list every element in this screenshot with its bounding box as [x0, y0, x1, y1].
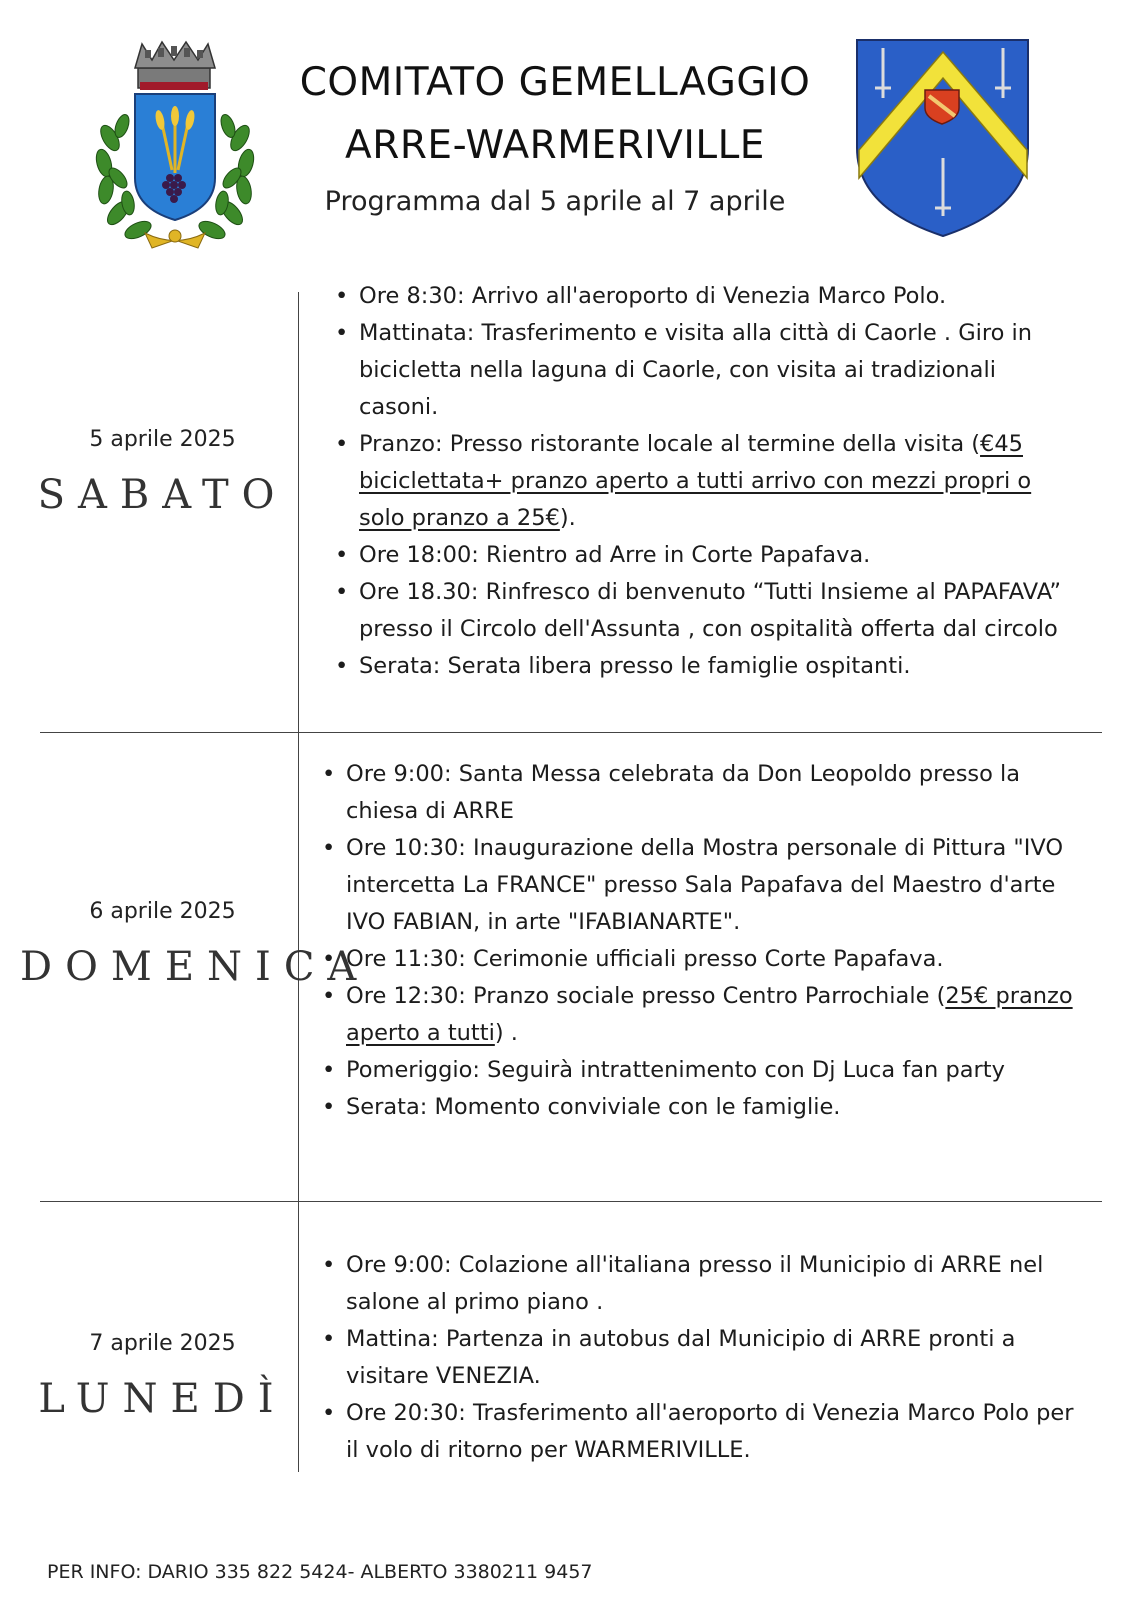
- contact-info: PER INFO: DARIO 335 822 5424- ALBERTO 3380211 9457: [47, 1561, 593, 1583]
- list-item: • Mattinata: Trasferimento e visita alla città di Caorle . Giro in bicicletta nella laguna di Caorle, con visita ai tradizionali casoni.: [331, 315, 1071, 426]
- list-item: • Ore 20:30: Trasferimento all'aeroporto di Venezia Marco Polo per il volo di ritorno per WARMERIVILLE.: [318, 1395, 1078, 1469]
- day-date: 5 aprile 2025: [89, 427, 236, 452]
- list-item: • Ore 18:00: Rientro ad Arre in Corte Papafava.: [331, 537, 1071, 574]
- arre-coat-of-arms-icon: [90, 38, 260, 253]
- list-item: • Serata: Momento conviviale con le famiglie.: [318, 1089, 1088, 1126]
- day-name: LUNEDÌ: [38, 1376, 287, 1422]
- list-item: • Mattina: Partenza in autobus dal Municipio di ARRE pronti a visitare VENEZIA.: [318, 1321, 1078, 1395]
- day-date: 6 aprile 2025: [89, 899, 236, 924]
- warmeriville-coat-of-arms-icon: [855, 38, 1030, 238]
- price-note: 25€ pranzo aperto a tutti: [346, 983, 1073, 1046]
- day-name: DOMENICA: [20, 944, 370, 990]
- list-item: • Ore 18.30: Rinfresco di benvenuto “Tutti Insieme al PAPAFAVA” presso il Circolo dell'Assunta , con ospitalità offerta dal circolo: [331, 574, 1071, 648]
- day-date: 7 aprile 2025: [89, 1331, 236, 1356]
- title-line-2: ARRE-WARMERIVILLE: [345, 123, 765, 168]
- list-item: • Ore 12:30: Pranzo sociale presso Centro Parrochiale (25€ pranzo aperto a tutti) .: [318, 978, 1088, 1052]
- row-divider-1: [40, 732, 1102, 733]
- day-schedule-list: [318, 1247, 1078, 1469]
- day-name: SABATO: [37, 472, 288, 518]
- list-item: • Pranzo: Presso ristorante locale al termine della visita (€45 biciclettata+ pranzo aperto a tutti arrivo con mezzi propri o solo pranzo a 25€).: [331, 426, 1071, 537]
- list-item: • Ore 10:30: Inaugurazione della Mostra personale di Pittura "IVO intercetta La FRANCE" presso Sala Papafava del Maestro d'arte IVO FABIAN, in arte "IFABIANARTE".: [318, 830, 1088, 941]
- price-note: €45 biciclettata+ pranzo aperto a tutti arrivo con mezzi propri o solo pranzo a 25€: [359, 431, 1032, 531]
- list-item: • Ore 11:30: Cerimonie ufficiali presso Corte Papafava.: [318, 941, 1088, 978]
- list-item: • Ore 9:00: Colazione all'italiana presso il Municipio di ARRE nel salone al primo piano .: [318, 1247, 1078, 1321]
- subtitle: Programma dal 5 aprile al 7 aprile: [324, 186, 786, 217]
- title-line-1: COMITATO GEMELLAGGIO: [299, 60, 811, 105]
- list-item: • Ore 9:00: Santa Messa celebrata da Don Leopoldo presso la chiesa di ARRE: [318, 756, 1088, 830]
- list-item: • Pomeriggio: Seguirà intrattenimento con Dj Luca fan party: [318, 1052, 1088, 1089]
- day-schedule-list: [331, 278, 1071, 685]
- list-item: • Serata: Serata libera presso le famiglie ospitanti.: [331, 648, 1071, 685]
- row-divider-2: [40, 1201, 1102, 1202]
- column-divider-3: [298, 1202, 299, 1472]
- day-schedule-list: [318, 756, 1088, 1126]
- list-item: • Ore 8:30: Arrivo all'aeroporto di Venezia Marco Polo.: [331, 278, 1071, 315]
